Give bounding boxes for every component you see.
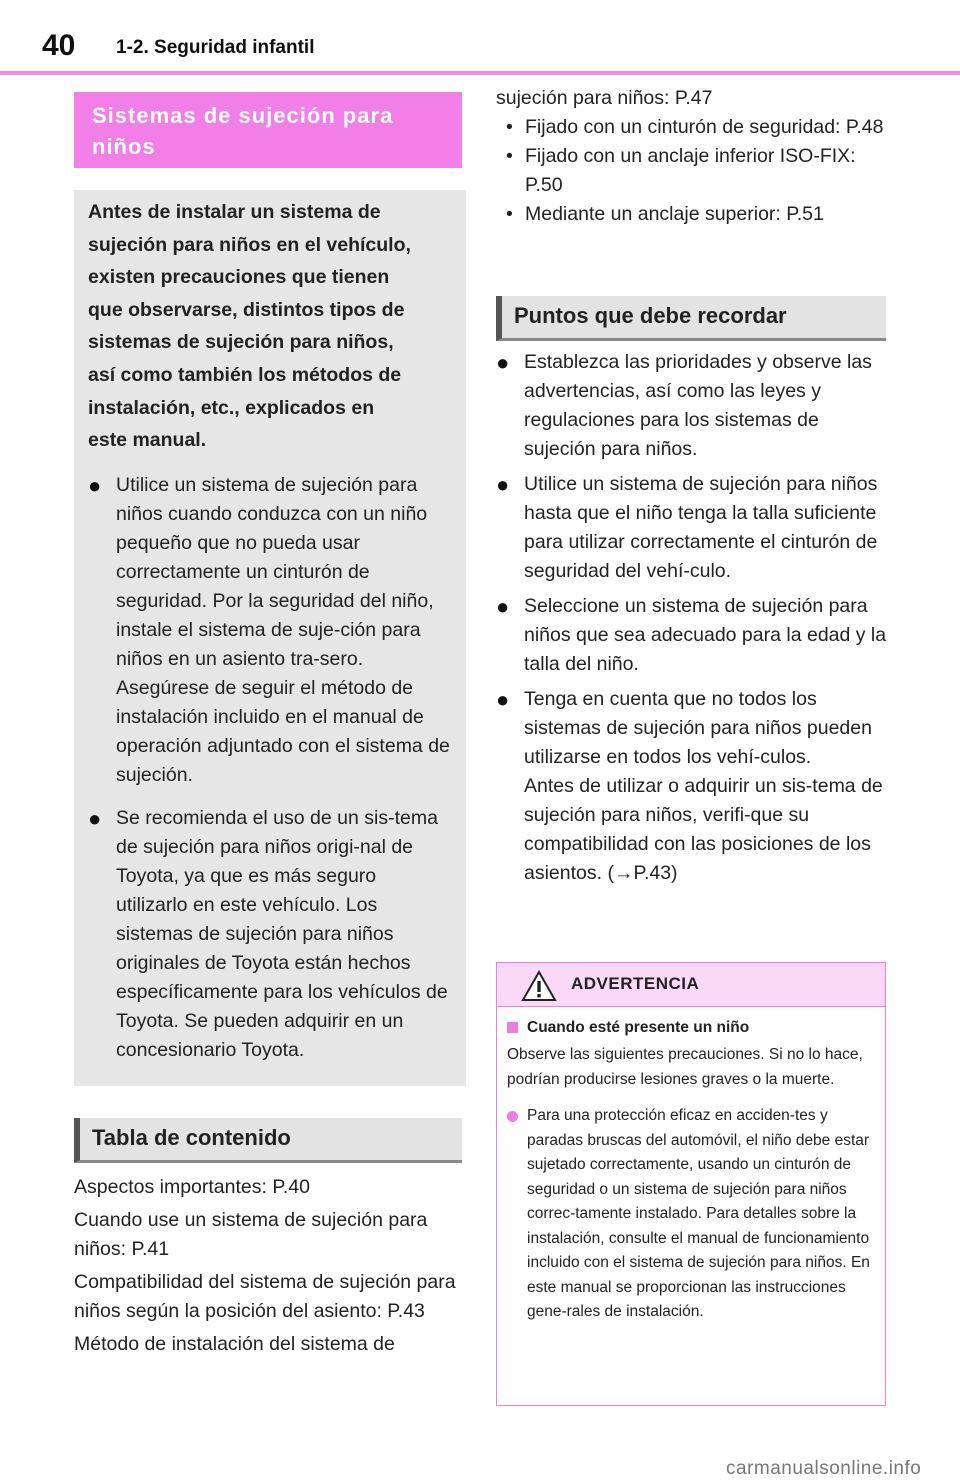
warning-triangle-icon (521, 970, 557, 1002)
warning-subheading (507, 1017, 875, 1039)
bullet-text: Se recomienda el uso de un sis-tema de sujeción para niños origi-nal de Toyota, ya que es más seguro utilizarlo en este vehículo. Los sistemas de sujeción para niños originales de Toyota están hechos específicamente para los vehículos de Toyota. Se pueden adquirir en un concesionario Toyota. (116, 806, 448, 1061)
toc-heading: Tabla de contenido (74, 1118, 462, 1163)
point-text-continued: Antes de utilizar o adquirir un sis-tema de sujeción para niños, verifi-que su compatibilidad con las posiciones de los asientos. (→P.43) (524, 775, 883, 884)
intro-line: este manual. (88, 429, 207, 452)
page-header (0, 0, 960, 76)
intro-bullet-list (88, 471, 452, 1065)
toc-continuation (496, 84, 896, 229)
toc-item: Compatibilidad del sistema de sujeción para niños según la posición del asiento: P.43 (74, 1271, 456, 1322)
list-item (496, 685, 891, 888)
points-heading: Puntos que debe recordar (496, 296, 886, 341)
toc-sub-item: Fijado con un anclaje inferior ISO-FIX: P.50 (525, 145, 856, 196)
list-item (496, 470, 891, 586)
intro-line: existen precauciones que tienen (88, 266, 390, 289)
warning-box (496, 962, 886, 1406)
list-item (88, 804, 452, 1065)
warning-bullet-text: Para una protección eficaz en acciden-tes y paradas bruscas del automóvil, el niño debe estar sujetado correctamente, usando un cinturón de seguridad o un sistema de sujeción para niños correc-tamente instalado. Para detalles sobre la instalación, consulte el manual de funcionamiento incluido con el sistema de sujeción para niños. En este manual se proporcionan las instrucciones gene-rales de instalación. (527, 1107, 870, 1320)
warning-subheading-text: Cuando esté presente un niño (527, 1019, 750, 1036)
toc-item: Método de instalación del sistema de (74, 1333, 395, 1355)
intro-line: sistemas de sujeción para niños, (88, 331, 394, 354)
toc-item: Aspectos importantes: P.40 (74, 1176, 310, 1198)
warning-header (497, 963, 885, 1007)
dash-bullet-icon: • (506, 145, 513, 167)
intro-line: así como también los métodos de (88, 363, 402, 386)
warning-text: Observe las siguientes precauciones. Si no lo hace, podrían producirse lesiones graves o la muerte. (507, 1046, 863, 1088)
toc-list (74, 1173, 464, 1363)
pink-dot-icon (507, 1111, 518, 1122)
bullet-dot-icon: ● (496, 594, 510, 619)
point-text: Tenga en cuenta que no todos los sistemas de sujeción para niños pueden utilizarse en todos los vehí-culos. (524, 688, 872, 768)
watermark: carmanualsonline.info (726, 1458, 922, 1479)
warning-bullet (507, 1104, 875, 1325)
point-text: Establezca las prioridades y observe las advertencias, así como las leyes y regulaciones para los sistemas de sujeción para niños. (524, 351, 872, 460)
point-text: Seleccione un sistema de sujeción para niños que sea adecuado para la edad y la talla del niño. (524, 595, 887, 675)
toc-sub-list (496, 113, 896, 229)
toc-sub-item: Mediante un anclaje superior: P.51 (525, 203, 824, 225)
points-list (496, 348, 891, 894)
dash-bullet-icon: • (506, 203, 513, 225)
bullet-dot-icon: ● (496, 472, 510, 497)
toc-sub-item: Fijado con un cinturón de seguridad: P.48 (525, 116, 884, 138)
intro-line: sujeción para niños en el vehículo, (88, 233, 411, 256)
topic-banner (74, 92, 462, 168)
list-item (88, 471, 452, 790)
bullet-dot-icon: ● (496, 687, 510, 712)
bullet-dot-icon: ● (88, 472, 102, 498)
intro-line: Antes de instalar un sistema de (88, 201, 381, 223)
intro-line: instalación, etc., explicados en (88, 396, 375, 419)
topic-title-line1: Sistemas de sujeción para (92, 103, 394, 128)
intro-box (74, 190, 466, 1086)
section-title: 1-2. Seguridad infantil (116, 37, 315, 58)
list-item (496, 200, 896, 229)
bullet-dot-icon: ● (88, 805, 102, 831)
bullet-dot-icon: ● (496, 350, 510, 375)
list-item (496, 592, 891, 679)
point-text: Utilice un sistema de sujeción para niños hasta que el niño tenga la talla suficiente para utilizar correctamente el cinturón de seguridad del vehí-culo. (524, 473, 878, 582)
topic-title-line2: niños (92, 134, 156, 159)
list-item (496, 142, 896, 200)
toc-continuation-line: sujeción para niños: P.47 (496, 87, 713, 109)
page-number: 40 (42, 29, 76, 62)
list-item (496, 113, 896, 142)
square-bullet-icon (507, 1022, 518, 1033)
warning-title: ADVERTENCIA (571, 974, 700, 993)
intro-summary (88, 196, 452, 457)
intro-line: que observarse, distintos tipos de (88, 298, 405, 321)
warning-body (497, 1007, 885, 1325)
header-rule (0, 71, 960, 75)
dash-bullet-icon: • (506, 116, 513, 138)
list-item (496, 348, 891, 464)
toc-item: Cuando use un sistema de sujeción para niños: P.41 (74, 1209, 428, 1260)
bullet-text: Utilice un sistema de sujeción para niños cuando conduzca con un niño pequeño que no pueda usar correctamente un cinturón de seguridad. Por la seguridad del niño, instale el sistema de suje-ción para niños en un asiento tra-sero. Asegúrese de seguir el método de instalación incluido en el manual de operación adjuntado con el sistema de sujeción. (116, 473, 450, 786)
